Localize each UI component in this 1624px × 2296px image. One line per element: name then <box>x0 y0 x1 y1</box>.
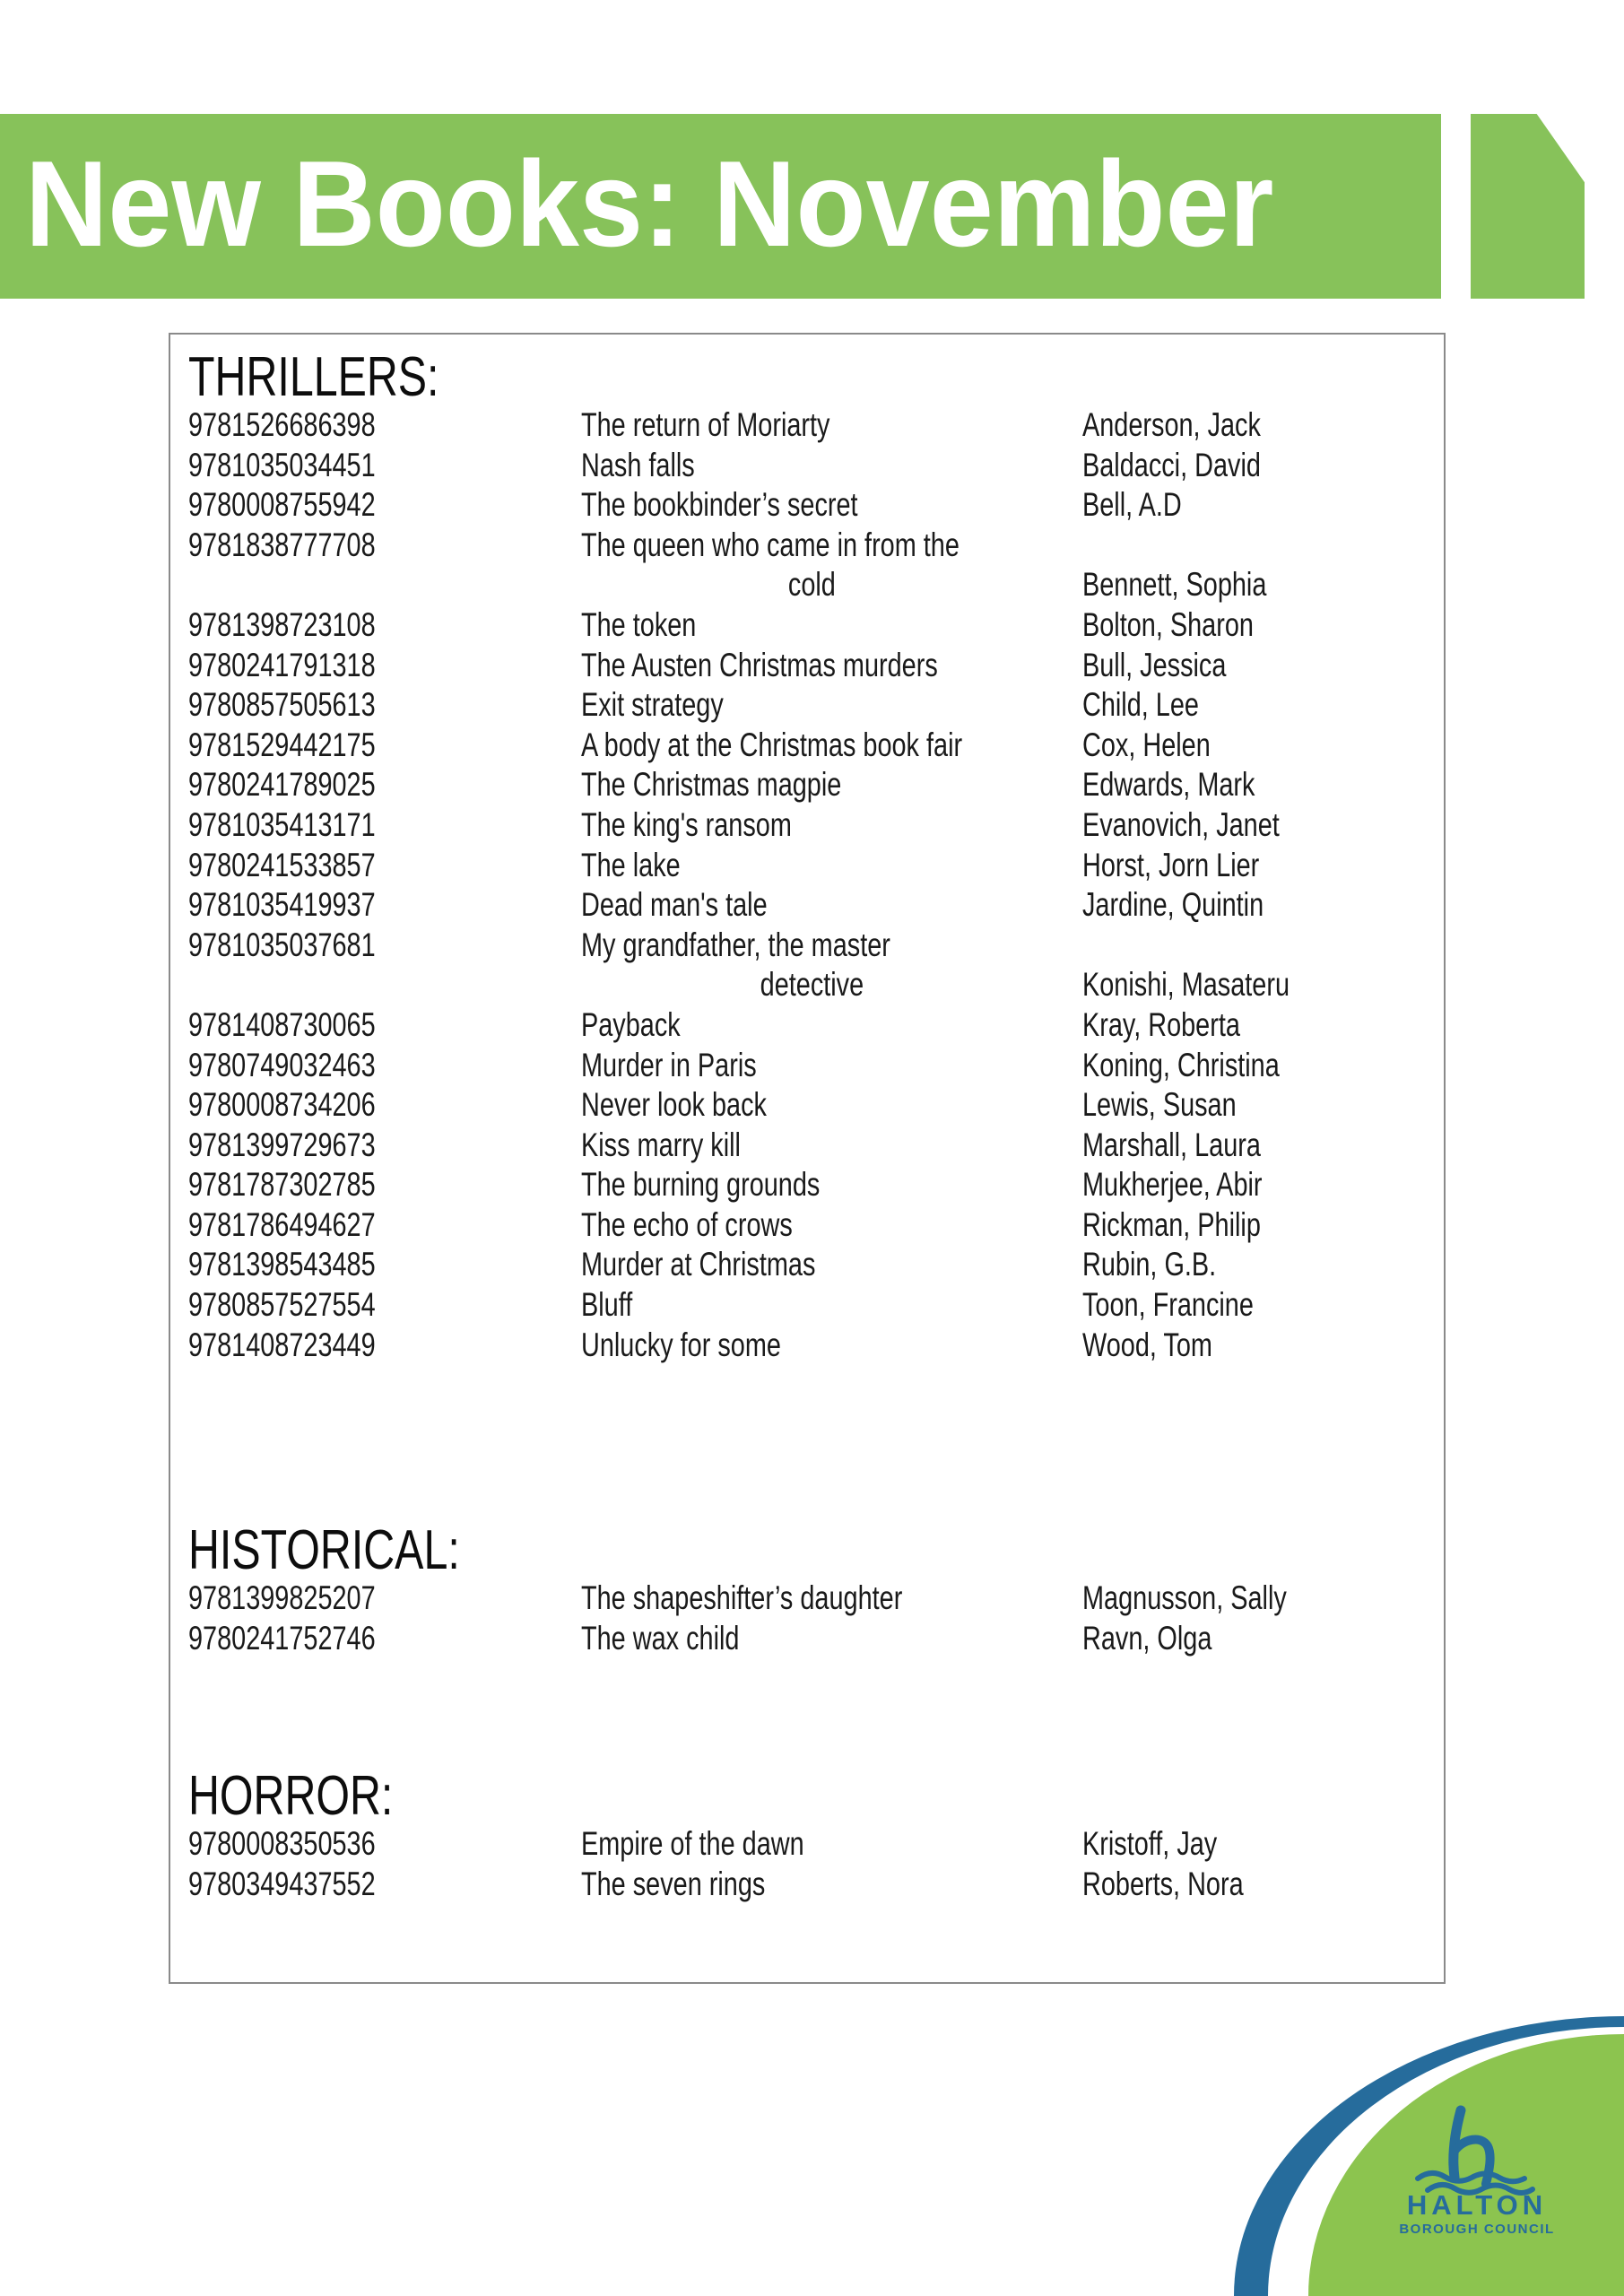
book-title-line: Murder in Paris <box>581 1046 757 1083</box>
book-title <box>581 846 1043 886</box>
book-author: Bennett, Sophia <box>1082 566 1267 604</box>
book-title-line: The wax child <box>581 1619 740 1657</box>
book-title-line: Dead man's tale <box>581 886 768 924</box>
book-title <box>581 1285 1043 1326</box>
book-title <box>581 885 1043 926</box>
book-isbn: 9781526686398 <box>188 406 376 443</box>
book-author: Jardine, Quintin <box>1082 886 1264 924</box>
book-title-line: Unlucky for some <box>581 1326 781 1363</box>
book-author: Rickman, Philip <box>1082 1205 1261 1243</box>
book-title <box>581 446 1043 486</box>
book-row <box>188 765 1444 805</box>
book-isbn: 9781398543485 <box>188 1246 376 1283</box>
book-row <box>188 926 1444 1005</box>
book-author: Toon, Francine <box>1082 1286 1254 1324</box>
banner-corner-tab <box>1471 114 1585 299</box>
book-isbn: 9780857505613 <box>188 686 376 724</box>
book-row <box>188 605 1444 646</box>
book-row <box>188 646 1444 686</box>
book-isbn: 9781529442175 <box>188 726 376 763</box>
book-title-line: cold <box>787 566 836 604</box>
book-author: Child, Lee <box>1082 686 1199 724</box>
book-row <box>188 1619 1444 1659</box>
book-title-line: Empire of the dawn <box>581 1825 804 1862</box>
book-title-line: The token <box>581 605 697 643</box>
book-title-line: Exit strategy <box>581 686 724 724</box>
book-author: Bolton, Sharon <box>1082 605 1254 643</box>
book-row <box>188 446 1444 486</box>
book-row <box>188 1578 1444 1619</box>
book-title <box>581 1046 1043 1086</box>
page-title: New Books: November <box>25 135 1274 272</box>
book-row <box>188 1326 1444 1366</box>
book-row <box>188 1085 1444 1126</box>
book-row <box>188 1205 1444 1246</box>
section-heading: HORROR: <box>188 1765 394 1827</box>
book-title-line: Murder at Christmas <box>581 1246 816 1283</box>
section-rows <box>188 405 1444 1365</box>
book-isbn: 9781786494627 <box>188 1205 376 1243</box>
book-row <box>188 485 1444 526</box>
book-title-line: Payback <box>581 1005 681 1043</box>
book-title <box>581 605 1043 646</box>
book-title <box>581 1085 1043 1126</box>
book-row <box>188 1046 1444 1086</box>
section-rows <box>188 1824 1444 1904</box>
book-row <box>188 1285 1444 1326</box>
book-isbn: 9780857527554 <box>188 1286 376 1324</box>
book-title <box>581 1126 1043 1166</box>
book-title-line: The shapeshifter’s daughter <box>581 1579 903 1616</box>
book-author: Wood, Tom <box>1082 1326 1212 1363</box>
book-title-line: Kiss marry kill <box>581 1126 741 1163</box>
book-row <box>188 726 1444 766</box>
book-author: Kray, Roberta <box>1082 1005 1240 1043</box>
section-heading: THRILLERS: <box>188 346 439 408</box>
book-title-line: The queen who came in from the <box>581 526 960 563</box>
book-isbn: 9780241789025 <box>188 766 376 804</box>
book-title-line: Never look back <box>581 1086 767 1124</box>
book-title <box>581 646 1043 686</box>
book-title-line: The Austen Christmas murders <box>581 646 938 683</box>
book-row <box>188 1824 1444 1865</box>
book-row <box>188 1865 1444 1905</box>
book-author: Cox, Helen <box>1082 726 1211 763</box>
book-author: Ravn, Olga <box>1082 1619 1212 1657</box>
book-author: Bull, Jessica <box>1082 646 1227 683</box>
section-rows <box>188 1578 1444 1658</box>
book-row <box>188 805 1444 846</box>
book-title-line: The echo of crows <box>581 1205 793 1243</box>
book-title-line: Nash falls <box>581 446 695 483</box>
book-row <box>188 1005 1444 1046</box>
book-title-line: The king's ransom <box>581 805 792 843</box>
book-author: Mukherjee, Abir <box>1082 1166 1263 1204</box>
book-row <box>188 526 1444 605</box>
section-thrillers <box>188 346 1444 1365</box>
book-isbn: 9780008350536 <box>188 1825 376 1862</box>
book-title <box>581 1245 1043 1285</box>
book-author: Anderson, Jack <box>1082 406 1261 443</box>
book-author: Edwards, Mark <box>1082 766 1255 804</box>
book-row <box>188 405 1444 446</box>
book-title-line: The bookbinder’s secret <box>581 486 858 524</box>
book-author: Bell, A.D <box>1082 486 1182 524</box>
book-row <box>188 1126 1444 1166</box>
book-title-line: My grandfather, the master <box>581 926 890 963</box>
logo-green-quadrant <box>1308 2034 1624 2296</box>
book-isbn: 9781838777708 <box>188 526 376 563</box>
book-row <box>188 1245 1444 1285</box>
halton-logo <box>1234 2013 1624 2296</box>
book-title <box>581 526 1043 605</box>
book-title <box>581 1165 1043 1205</box>
book-title-line: detective <box>760 966 864 1004</box>
book-row <box>188 685 1444 726</box>
book-isbn: 9780241791318 <box>188 646 376 683</box>
book-isbn: 9781035419937 <box>188 886 376 924</box>
book-row <box>188 846 1444 886</box>
book-title <box>581 1205 1043 1246</box>
book-author: Kristoff, Jay <box>1082 1825 1218 1862</box>
book-title-line: The burning grounds <box>581 1166 821 1204</box>
book-title <box>581 685 1043 726</box>
book-isbn: 9781399825207 <box>188 1579 376 1616</box>
book-title <box>581 485 1043 526</box>
book-isbn: 9781398723108 <box>188 605 376 643</box>
book-isbn: 9781035413171 <box>188 805 376 843</box>
book-isbn: 9780349437552 <box>188 1865 376 1902</box>
book-title-line: The lake <box>581 846 681 883</box>
book-author: Magnusson, Sally <box>1082 1579 1287 1616</box>
book-title <box>581 1865 1043 1905</box>
book-author: Horst, Jorn Lier <box>1082 846 1260 883</box>
book-isbn: 9780749032463 <box>188 1046 376 1083</box>
book-author: Koning, Christina <box>1082 1046 1280 1083</box>
book-isbn: 9781787302785 <box>188 1166 376 1204</box>
book-title <box>581 1619 1043 1659</box>
book-title <box>581 1824 1043 1865</box>
section-historical <box>188 1519 1444 1658</box>
book-title-line: The seven rings <box>581 1865 766 1902</box>
book-isbn: 9780008734206 <box>188 1086 376 1124</box>
book-isbn: 9781035037681 <box>188 926 376 963</box>
book-author: Marshall, Laura <box>1082 1126 1261 1163</box>
book-isbn: 9781035034451 <box>188 446 376 483</box>
book-title-line: Bluff <box>581 1286 633 1324</box>
book-author: Baldacci, David <box>1082 446 1261 483</box>
book-row <box>188 885 1444 926</box>
book-isbn: 9781399729673 <box>188 1126 376 1163</box>
book-title-line: The Christmas magpie <box>581 766 842 804</box>
book-title <box>581 1005 1043 1046</box>
book-title-line: The return of Moriarty <box>581 406 830 443</box>
book-author: Konishi, Masateru <box>1082 966 1290 1004</box>
book-isbn: 9780008755942 <box>188 486 376 524</box>
logo-org-subtitle: BOROUGH COUNCIL <box>1399 2222 1555 2237</box>
section-heading: HISTORICAL: <box>188 1519 460 1581</box>
logo-org-name: HALTON <box>1406 2189 1548 2221</box>
book-row <box>188 1165 1444 1205</box>
book-title <box>581 1326 1043 1366</box>
book-author: Rubin, G.B. <box>1082 1246 1217 1283</box>
book-isbn: 9780241752746 <box>188 1619 376 1657</box>
book-title-line: A body at the Christmas book fair <box>581 726 963 763</box>
book-author: Lewis, Susan <box>1082 1086 1237 1124</box>
book-isbn: 9780241533857 <box>188 846 376 883</box>
book-isbn: 9781408730065 <box>188 1005 376 1043</box>
section-horror <box>188 1765 1444 1904</box>
book-title <box>581 405 1043 446</box>
book-title <box>581 805 1043 846</box>
book-title <box>581 926 1043 1005</box>
header-banner <box>0 114 1441 299</box>
book-title <box>581 1578 1043 1619</box>
book-title <box>581 726 1043 766</box>
book-author: Roberts, Nora <box>1082 1865 1244 1902</box>
book-isbn: 9781408723449 <box>188 1326 376 1363</box>
book-title <box>581 765 1043 805</box>
book-author: Evanovich, Janet <box>1082 805 1280 843</box>
